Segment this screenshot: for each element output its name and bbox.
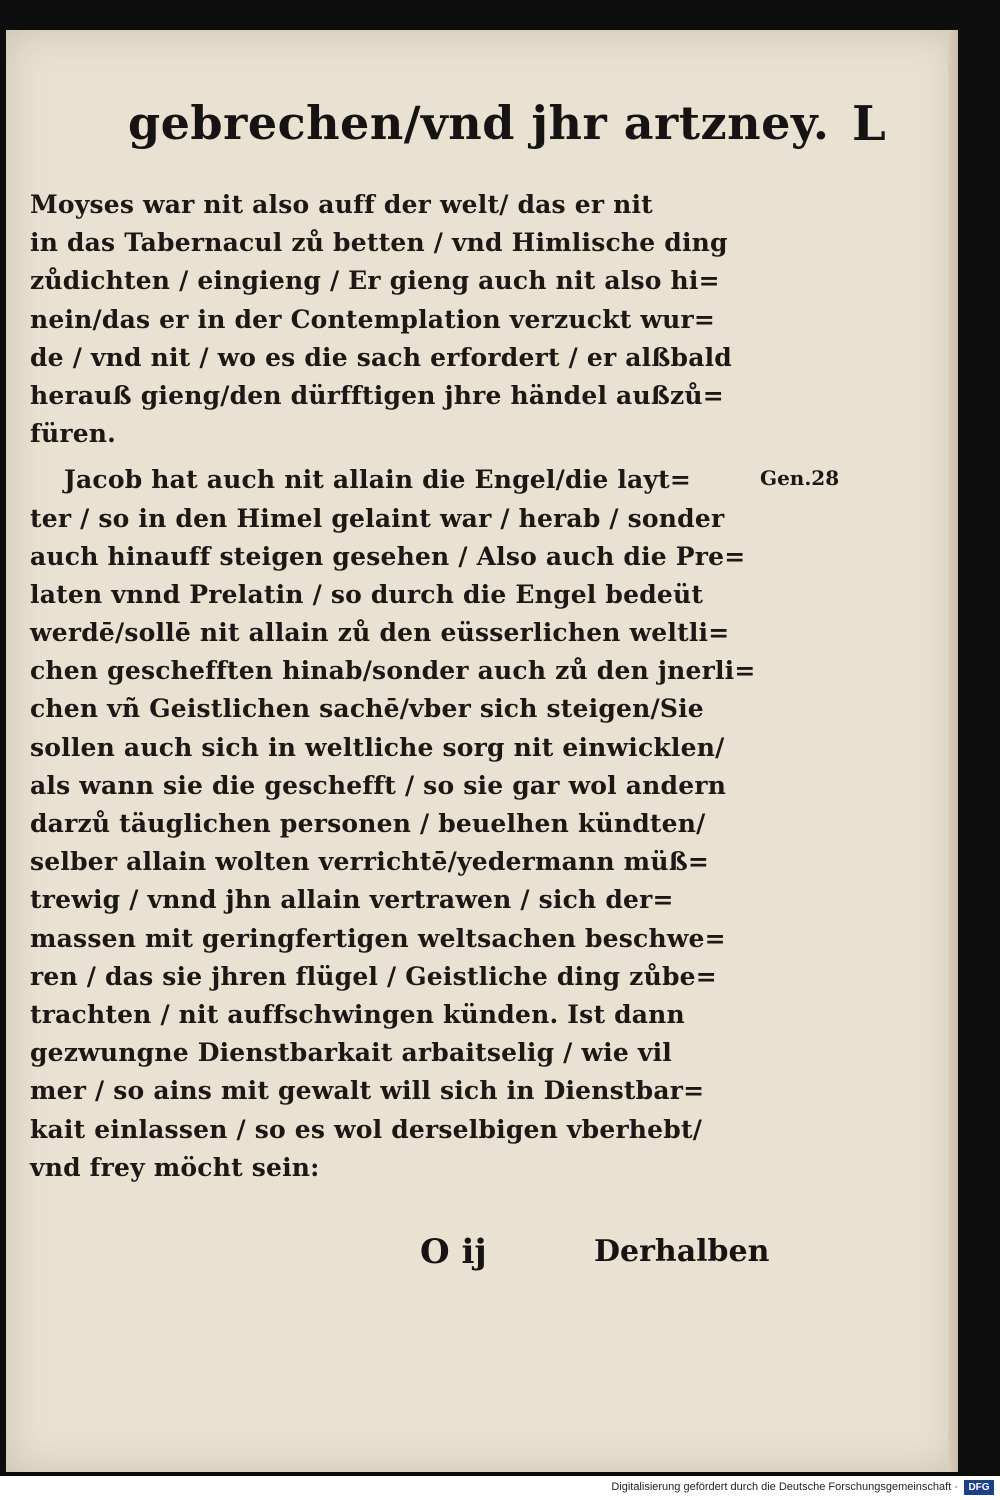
text-line: Jacob hat auch nit allain die Engel/die layt=: [64, 465, 692, 495]
text-line: auch hinauff steigen gesehen / Also auch die Pre=: [30, 541, 746, 571]
paragraph-gap: [30, 453, 760, 461]
text-line: zůdichten / eingieng / Er gieng auch nit also hi=: [30, 266, 720, 296]
dfg-logo: DFG: [964, 1480, 994, 1495]
text-line: herauß gieng/den dürfftigen jhre händel außzů=: [30, 380, 724, 410]
signature-mark: O ij: [420, 1232, 487, 1272]
running-head: gebrechen/vnd jhr artzney.: [128, 96, 830, 150]
page-edge: [948, 30, 958, 1472]
text-line: laten vnnd Prelatin / so durch die Engel bedeüt: [30, 579, 704, 609]
footer-bar: [0, 1476, 1000, 1500]
text-line: gezwungne Dienstbarkait arbaitselig / wie vil: [30, 1038, 672, 1068]
margin-note: Gen.28: [760, 466, 840, 490]
text-line: chen geschefften hinab/sonder auch zů den jnerli=: [30, 656, 756, 686]
footer-credit: Digitalisierung gefördert durch die Deutsche Forschungsgemeinschaft ·: [611, 1481, 958, 1493]
text-line: trachten / nit auffschwingen künden. Ist dann: [30, 999, 685, 1029]
text-line: werdē/sollē nit allain zů den eüsserlichen weltli=: [30, 618, 730, 648]
text-line: sollen auch sich in weltliche sorg nit einwicklen/: [30, 732, 725, 762]
text-line: massen mit geringfertigen weltsachen beschwe=: [30, 923, 726, 953]
text-line: darzů täuglichen personen / beuelhen kündten/: [30, 809, 706, 838]
text-line: Moyses war nit also auff der welt/ das er nit: [30, 190, 653, 219]
catchword: Derhalben: [594, 1234, 770, 1269]
text-line: trewig / vnnd jhn allain vertrawen / sich der=: [30, 885, 674, 915]
text-line: ren / das sie jhren flügel / Geistliche ding zůbe=: [30, 961, 717, 991]
text-line: als wann sie die geschefft / so sie gar wol andern: [30, 770, 727, 800]
text-line: chen vñ Geistlichen sachē/vber sich steigen/Sie: [30, 694, 704, 724]
text-line: vnd frey möcht sein:: [30, 1152, 320, 1182]
text-line: selber allain wolten verrichtē/yedermann müß=: [30, 847, 710, 877]
text-line: füren.: [30, 419, 117, 449]
text-line: in das Tabernacul zů betten / vnd Himlische ding: [30, 228, 728, 258]
body-text: [30, 186, 760, 1187]
text-line: ter / so in den Himel gelaint war / herab / sonder: [30, 503, 725, 533]
text-line: de / vnd nit / wo es die sach erfordert / er alßbald: [30, 342, 732, 372]
text-line: kait einlassen / so es wol derselbigen vberhebt/: [30, 1114, 703, 1144]
text-line: mer / so ains mit gewalt will sich in Dienstbar=: [30, 1076, 705, 1106]
text-line: nein/das er in der Contemplation verzuckt wur=: [30, 304, 715, 334]
folio-number: L: [852, 96, 886, 152]
